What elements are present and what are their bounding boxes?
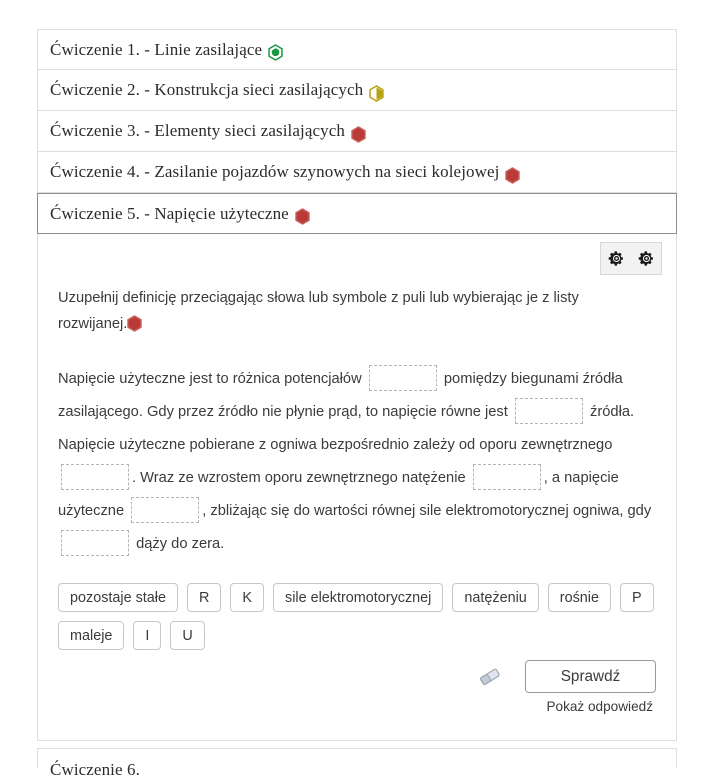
- accordion-header-exercise-4[interactable]: [37, 152, 677, 193]
- word-chip[interactable]: I: [133, 621, 161, 650]
- accordion-title: Ćwiczenie 4. - Zasilanie pojazdów szynowych na sieci kolejowej: [50, 162, 500, 181]
- hexagon-red-icon: [351, 126, 366, 143]
- word-chip[interactable]: K: [230, 583, 264, 612]
- hexagon-red-icon: [505, 167, 520, 184]
- word-bank: [58, 583, 668, 650]
- accordion-title: Ćwiczenie 3. - Elementy sieci zasilających: [50, 121, 345, 140]
- cloze-text-segment: . Wraz ze wzrostem oporu zewnętrznego natężenie: [132, 470, 470, 486]
- exercise-settings-toolbar: [600, 242, 662, 275]
- accordion-header-exercise-5[interactable]: [37, 193, 677, 234]
- cloze-dropzone-5[interactable]: [131, 497, 199, 523]
- accordion-title: Ćwiczenie 2. - Konstrukcja sieci zasilających: [50, 80, 364, 99]
- accordion-title: Ćwiczenie 6.: [50, 760, 140, 779]
- cloze-dropzone-2[interactable]: [515, 398, 583, 424]
- cloze-text-segment: dąży do zera.: [132, 536, 225, 552]
- hexagon-red-icon: [127, 315, 142, 332]
- gear-icon[interactable]: [608, 250, 625, 267]
- exercise-accordion: [37, 29, 677, 234]
- check-answer-button[interactable]: Sprawdź: [525, 660, 656, 693]
- show-answer-link[interactable]: Pokaż odpowiedź: [546, 699, 653, 714]
- word-chip[interactable]: pozostaje stałe: [58, 583, 178, 612]
- gear-icon[interactable]: [638, 250, 655, 267]
- accordion-title: Ćwiczenie 5. - Napięcie użyteczne: [50, 203, 289, 223]
- word-chip[interactable]: sile elektromotorycznej: [273, 583, 443, 612]
- exercise-actions: [477, 660, 656, 714]
- exercise-instructions: [58, 286, 646, 337]
- cloze-exercise-text: [58, 363, 663, 561]
- cloze-dropzone-4[interactable]: [473, 464, 541, 490]
- cloze-text-segment: źródła. Napięcie użyteczne pobierane z ogniwa bezpośrednio zależy od oporu zewnętrznego: [58, 404, 635, 453]
- cloze-text-segment: , a napięcie użyteczne: [58, 470, 619, 519]
- eraser-icon[interactable]: [477, 665, 503, 689]
- cloze-text-segment: , zbliżając się do wartości równej sile elektromotorycznej ogniwa, gdy: [202, 503, 652, 519]
- word-chip[interactable]: R: [187, 583, 221, 612]
- hexagon-yellow-icon: [369, 85, 384, 102]
- accordion-header-exercise-2[interactable]: [37, 70, 677, 111]
- word-chip[interactable]: U: [170, 621, 204, 650]
- cloze-text-segment: Napięcie użyteczne jest to różnica potencjałów: [58, 371, 366, 387]
- word-chip[interactable]: natężeniu: [452, 583, 538, 612]
- cloze-dropzone-1[interactable]: [369, 365, 437, 391]
- accordion-header-exercise-3[interactable]: [37, 111, 677, 152]
- actions-row: [477, 660, 656, 693]
- accordion-title: Ćwiczenie 1. - Linie zasilające: [50, 39, 263, 59]
- hexagon-green-icon: [268, 44, 283, 61]
- accordion-header-exercise-6[interactable]: [37, 748, 677, 779]
- cloze-text-segment: pomiędzy biegunami źródła zasilającego. Gdy przez źródło nie płynie prąd, to napięcie równe jest: [58, 371, 623, 420]
- word-chip[interactable]: maleje: [58, 621, 124, 650]
- word-chip[interactable]: rośnie: [548, 583, 611, 612]
- accordion-header-exercise-1[interactable]: [37, 29, 677, 70]
- cloze-dropzone-6[interactable]: [61, 530, 129, 556]
- word-chip[interactable]: P: [620, 583, 654, 612]
- instructions-text: Uzupełnij definicję przeciągając słowa lub symbole z puli lub wybierając je z listy rozwijanej.: [58, 290, 579, 332]
- cloze-dropzone-3[interactable]: [61, 464, 129, 490]
- exercise-content-panel: [37, 234, 677, 741]
- hexagon-red-icon: [295, 208, 310, 225]
